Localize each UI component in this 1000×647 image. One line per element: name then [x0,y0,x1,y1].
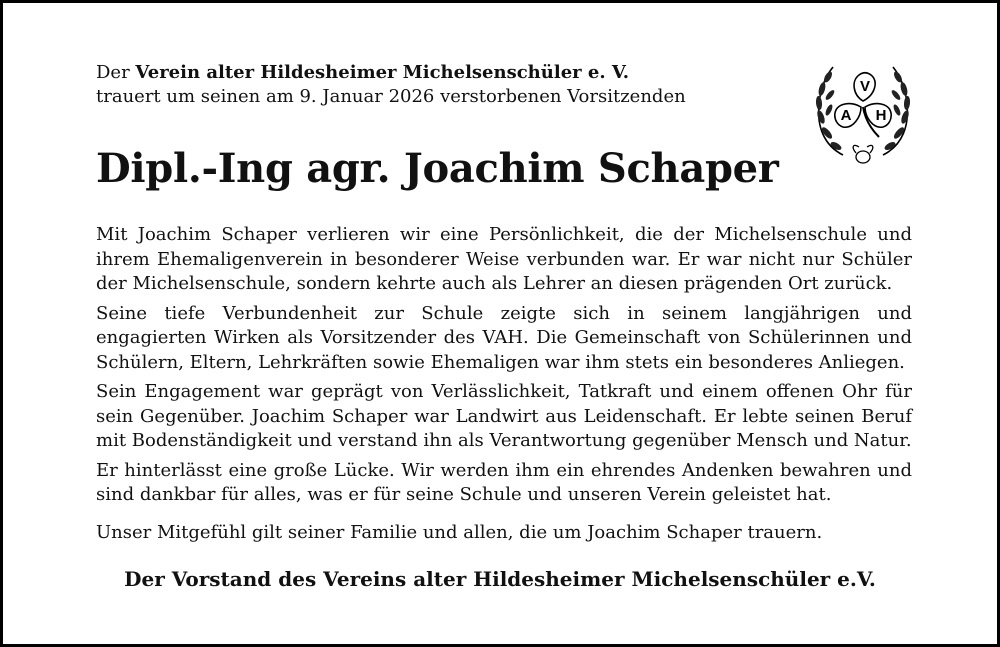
logo-letter-h: H [875,107,887,124]
deceased-name: Dipl.-Ing agr. Joachim Schaper [96,145,779,192]
logo-letter-a: A [840,107,852,124]
intro-line-2: trauert um seinen am 9. Januar 2026 verstorbenen Vorsitzenden [96,86,686,107]
paragraph-3: Sein Engagement war geprägt von Verlässlichkeit, Tatkraft und einem offenen Ohr für sein Gegenüber. Joachim Schaper war Landwirt aus Leidenschaft. Er lebte seinen Beruf mit Bodenständigkeit und verstand ihn als Verantwortung gegenüber Mensch und Natur. [96,381,912,451]
obituary-body [96,223,912,513]
intro-line-1 [96,61,686,85]
intro-prefix: Der [96,62,136,83]
paragraph-4: Er hinterlässt eine große Lücke. Wir werden ihm ein ehrendes Andenken bewahren und sind dankbar für alles, was er für seine Schule und unseren Verein geleistet hat. [96,459,912,505]
condolence-line: Unser Mitgefühl gilt seiner Familie und allen, die um Joachim Schaper trauern. [96,522,823,543]
association-name: Verein alter Hildesheimer Michelsenschüler e. V. [135,62,629,83]
intro-text [96,61,686,109]
paragraph-2: Seine tiefe Verbundenheit zur Schule zeigte sich in seinem langjährigen und engagierten Wirken als Vorsitzender des VAH. Die Gemeinschaft von Schülerinnen und Schülern, Eltern, Lehrkräften sowie Ehemaligen war ihm stets ein besonderes Anliegen. [96,302,912,373]
shamrock-wreath-icon [813,55,913,167]
paragraph-1: Mit Joachim Schaper verlieren wir eine Persönlichkeit, die der Michelsenschule und ihrem Ehemaligenverein in besonderer Weise verbunden war. Er war nicht nur Schüler der Michelsenschule, sondern kehrte auch als Lehrer an diesen prägenden Ort zurück. [96,224,912,294]
signature: Der Vorstand des Vereins alter Hildesheimer Michelsenschüler e.V. [124,567,876,591]
logo-letter-v: V [859,78,871,95]
